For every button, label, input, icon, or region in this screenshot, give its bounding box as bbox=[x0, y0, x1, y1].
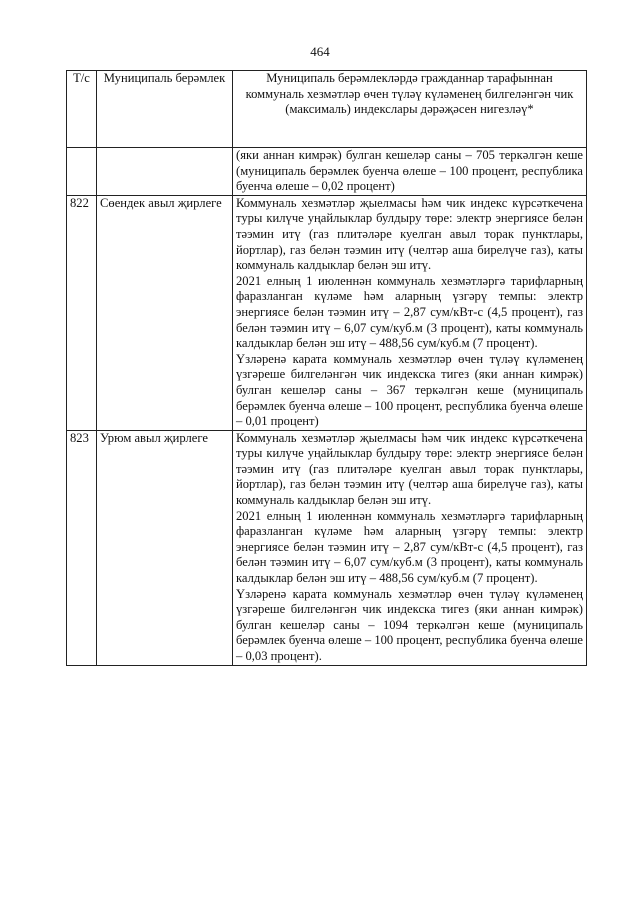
header-number: Т/с bbox=[67, 71, 97, 148]
row-number: 822 bbox=[67, 195, 97, 430]
paragraph-tariffs: 2021 елның 1 июленнән коммуналь хезмәтләргә тарифларның фаразланган күләме һәм аларның үзгәрү темпы: электр энергиясе белән тәэмин итү – 2,87 сум/кВт-с (4,5 процент), газ белән тәэмин итү – 6,07 сум/куб.м (3 процент), каты коммуналь калдыклар белән эш итү – 488,56 сум/куб.м (7 процент). bbox=[236, 508, 583, 586]
table-row bbox=[67, 195, 587, 430]
row-municipality: Урюм авыл җирлеге bbox=[97, 430, 233, 665]
continuation-name-cell bbox=[97, 148, 233, 196]
paragraph-tariffs: 2021 елның 1 июленнән коммуналь хезмәтләргә тарифларның фаразланган күләме һәм аларның үзгәрү темпы: электр энергиясе белән тәэмин итү – 2,87 сум/кВт-с (4,5 процент), газ белән тәэмин итү – 6,07 сум/куб.м (3 процент), каты коммуналь калдыклар белән эш итү – 488,56 сум/куб.м (7 процент). bbox=[236, 273, 583, 351]
continuation-text-cell bbox=[233, 148, 587, 196]
header-index: Муниципаль берәмлекләрдә гражданнар тарафыннан коммуналь хезмәтләр өчен түләү күләменең билгеләнгән чик (максималь) индекслары дәрәҗәсен нигезләү* bbox=[233, 71, 587, 148]
row-description bbox=[233, 430, 587, 665]
header-municipality: Муниципаль берәмлек bbox=[97, 71, 233, 148]
table-header-row bbox=[67, 71, 587, 148]
municipal-index-table bbox=[66, 70, 587, 666]
continuation-num-cell bbox=[67, 148, 97, 196]
paragraph-amenities: Коммуналь хезмәтләр җыелмасы һәм чик индекс күрсәткечена туры килүче уңайлыклар булдыру төре: электр энергиясе белән тәэмин итү (газ плитәләре куелган авыл торак пунктлары, йортлар), газ белән тәэмин итү (челтәр аша бирелүче газ), каты коммуналь калдыклар белән эш итү. bbox=[236, 430, 583, 508]
continuation-paragraph: (яки аннан кимрәк) булган кешеләр саны – 705 теркәлгән кеше (муниципаль берәмлек буенча өлеше – 100 процент, республика буенча өлеше – 0,02 процент) bbox=[236, 148, 583, 194]
row-municipality: Сөендек авыл җирлеге bbox=[97, 195, 233, 430]
row-number: 823 bbox=[67, 430, 97, 665]
page-number: 464 bbox=[310, 44, 330, 59]
row-description bbox=[233, 195, 587, 430]
table-row-continuation bbox=[67, 148, 587, 196]
paragraph-amenities: Коммуналь хезмәтләр җыелмасы һәм чик индекс күрсәткечена туры килүче уңайлыклар булдыру төре: электр энергиясе белән тәэмин итү (газ плитәләре куелган авыл торак пунктлары, йортлар), газ белән тәэмин итү (челтәр аша бирелүче газ), каты коммуналь калдыклар белән эш итү. bbox=[236, 195, 583, 273]
table-row bbox=[67, 430, 587, 665]
paragraph-population: Үзләренә карата коммуналь хезмәтләр өчен түләү күләменең үзгәреше билгеләнгән чик индекска тигез (яки аннан кимрәк) булган кешеләр саны – 1094 теркәлгән кеше (муниципаль берәмлек буенча өлеше – 100 процент, республика буенча өлеше – 0,03 процент). bbox=[236, 586, 583, 663]
paragraph-population: Үзләренә карата коммуналь хезмәтләр өчен түләү күләменең үзгәреше билгеләнгән чик индекска тигез (яки аннан кимрәк) булган кешеләр саны – 367 теркәлгән кеше (муниципаль берәмлек буенча өлеше – 100 процент, республика буенча өлеше – 0,01 процент) bbox=[236, 351, 583, 429]
